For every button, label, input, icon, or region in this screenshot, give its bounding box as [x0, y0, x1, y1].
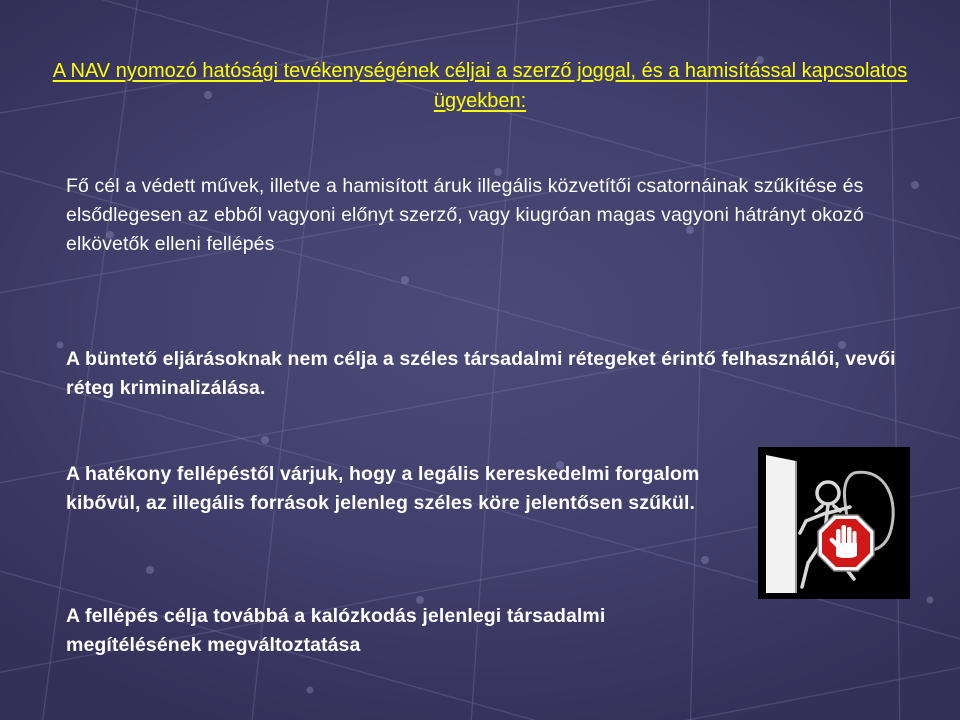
- perception-paragraph: A fellépés célja továbbá a kalózkodás jelenlegi társadalmi megítélésének megváltoztatása: [66, 605, 606, 656]
- slide-title: A NAV nyomozó hatósági tevékenységének céljai a szerző joggal, és a hamisítással kapcsolatos ügyekben:: [52, 60, 908, 112]
- expectation-paragraph: A hatékony fellépéstől várjuk, hogy a legális kereskedelmi forgalom kibővül, az illegális források jelenleg széles köre jelentősen szűkül.: [66, 463, 700, 514]
- criminalization-paragraph: A büntető eljárásoknak nem célja a széles társadalmi rétegeket érintő felhasználói, vevői réteg kriminalizálása.: [66, 348, 896, 399]
- goal-paragraph: Fő cél a védett művek, illetve a hamisított áruk illegális közvetítői csatornáinak szűkítése és elsődlegesen az ebből vagyoni előnyt szerző, vagy kiugróan magas vagyoni hátrányt okozó elkövetők elleni fellépés: [66, 175, 864, 255]
- thief-with-stop-sign-icon: [758, 447, 910, 599]
